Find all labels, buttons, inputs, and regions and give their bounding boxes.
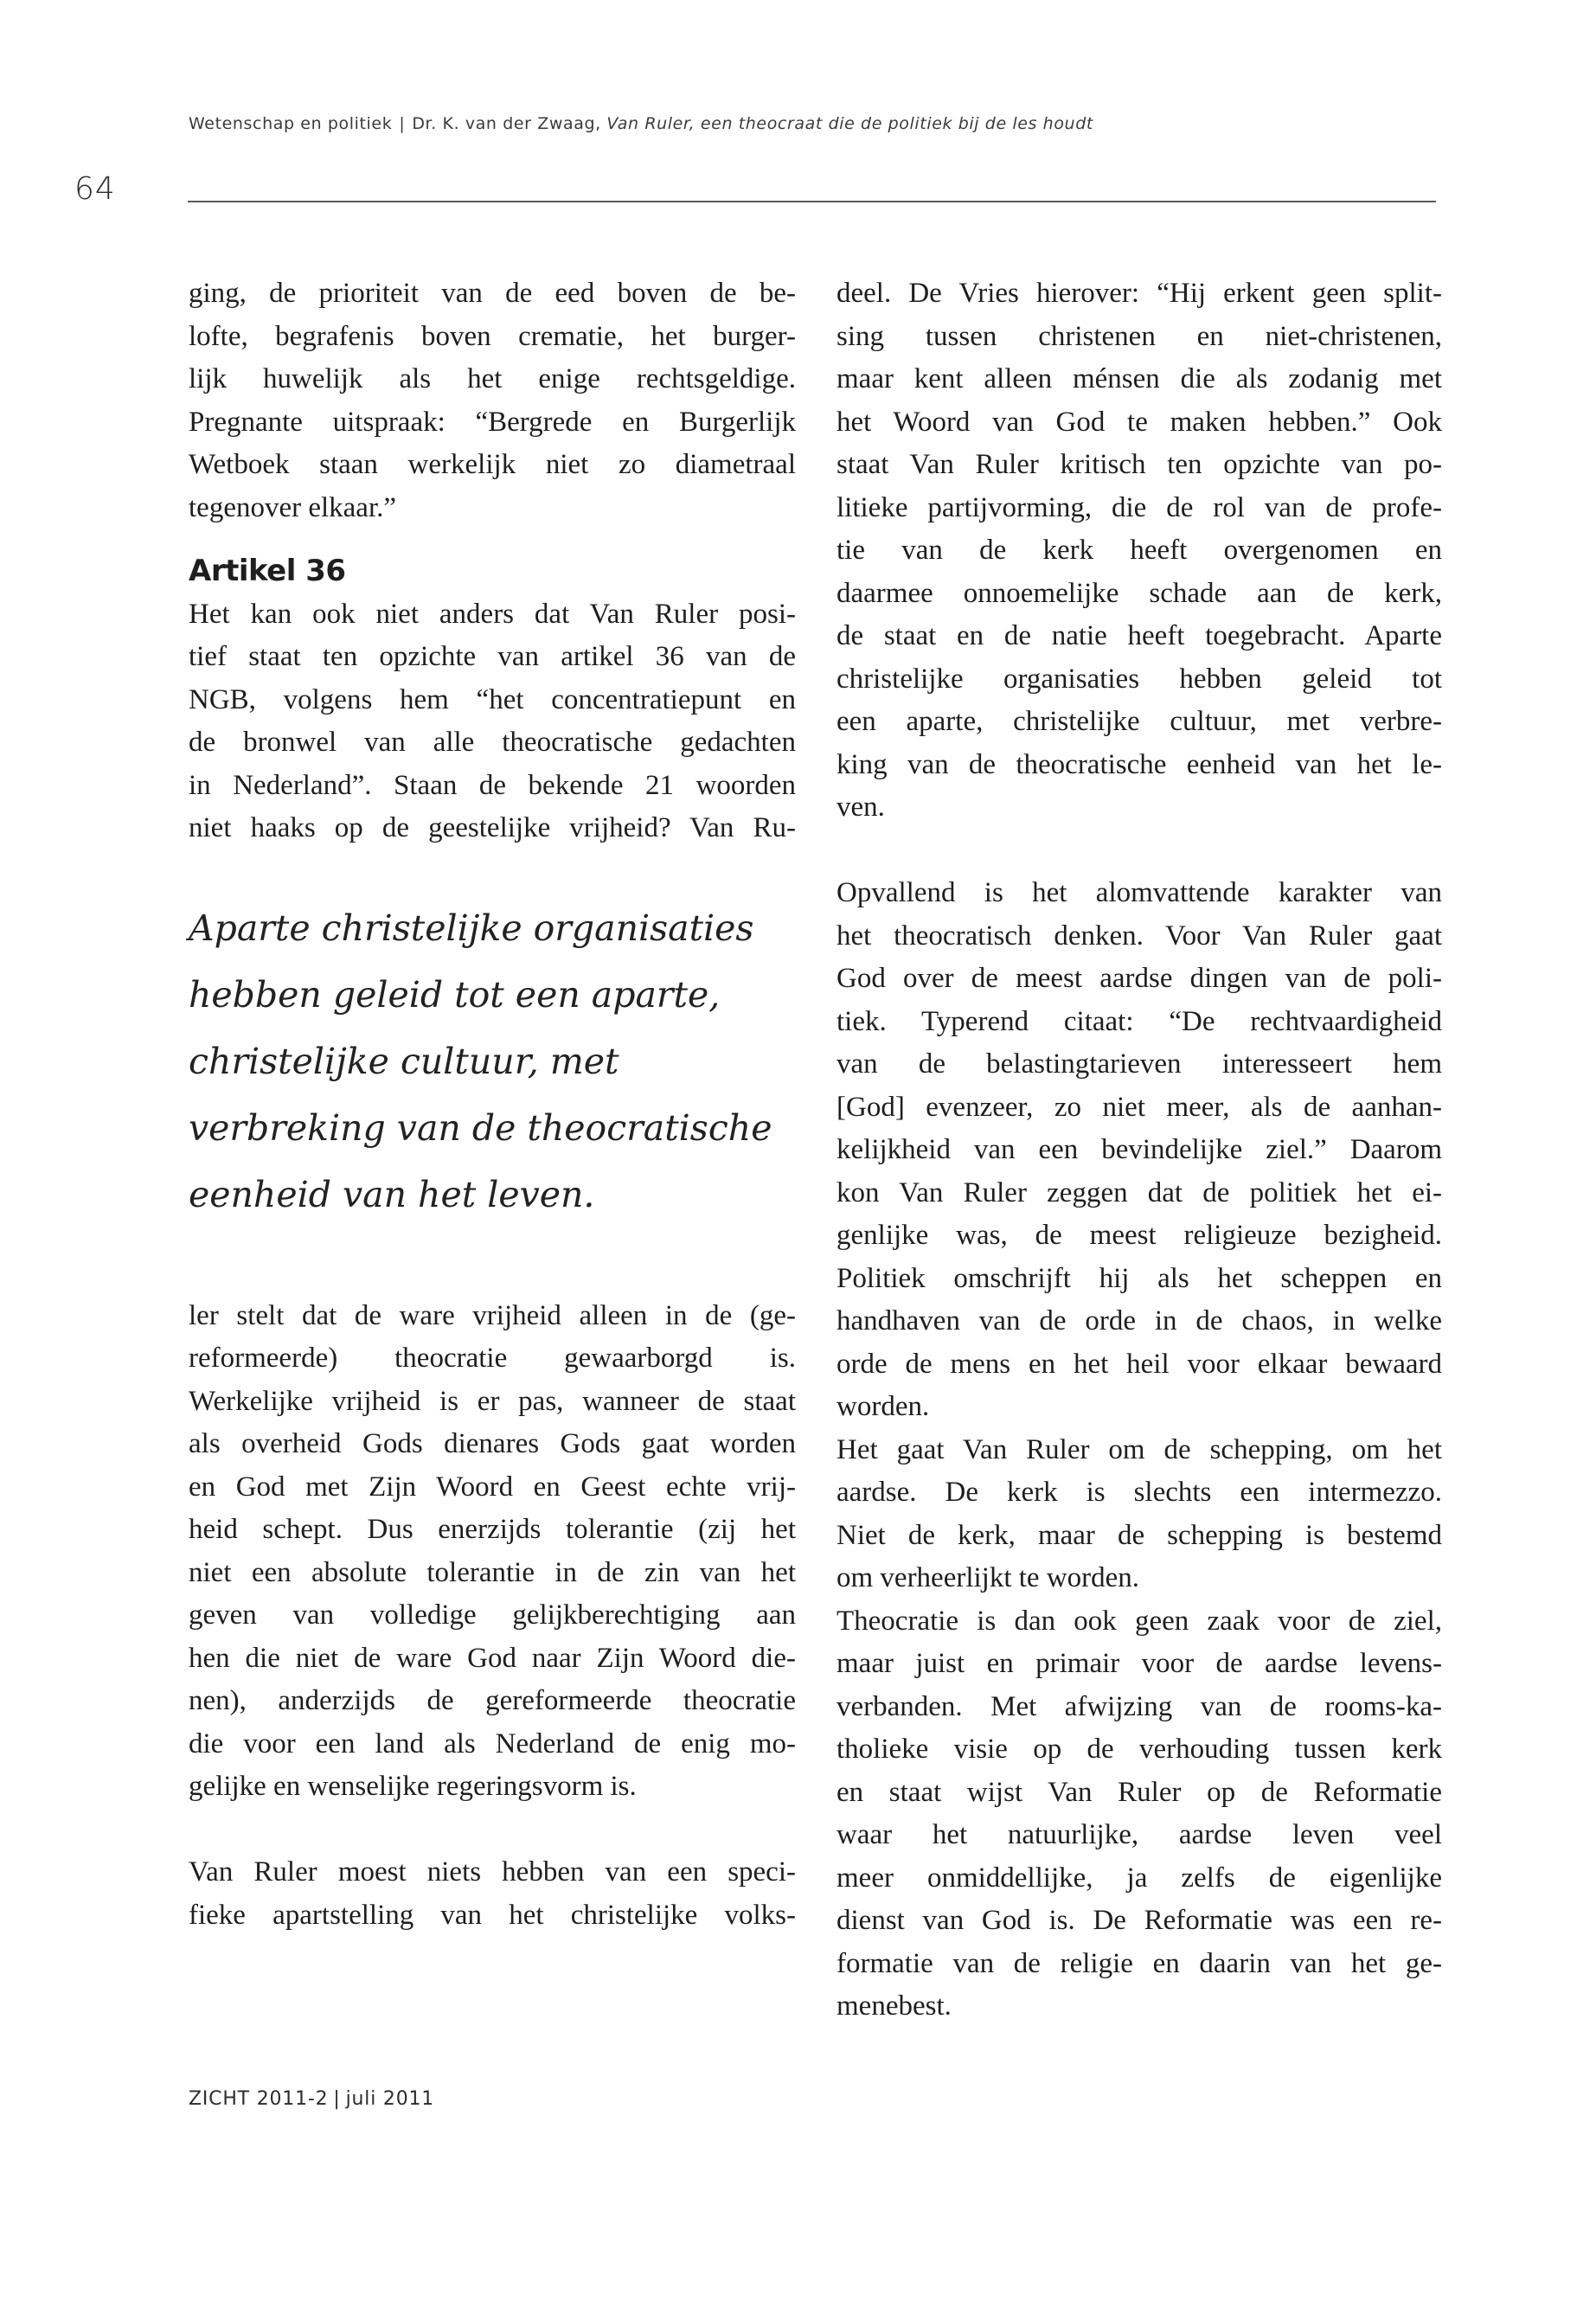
text-line: het Woord van God te maken hebben.” Ook bbox=[836, 406, 1442, 438]
text-line: Politiek omschrijft hij als het scheppen en bbox=[836, 1262, 1442, 1294]
text-line: en staat wijst Van Ruler op de Reformatie bbox=[836, 1776, 1442, 1808]
text-line: maar juist en primair voor de aardse levens- bbox=[836, 1648, 1442, 1679]
page-number: 64 bbox=[74, 171, 116, 207]
section-heading: Artikel 36 bbox=[189, 554, 346, 588]
text-line: de bronwel van alle theocratische gedachten bbox=[189, 727, 796, 758]
text-line: Het kan ook niet anders dat Van Ruler posi- bbox=[189, 598, 796, 630]
running-head-section: Wetenschap en politiek bbox=[189, 114, 393, 133]
text-line: en God met Zijn Woord en Geest echte vrij- bbox=[189, 1471, 796, 1503]
text-line: die voor een land als Nederland de enig mo- bbox=[189, 1727, 796, 1759]
paragraph-gap bbox=[836, 830, 1442, 873]
text-line: tief staat ten opzichte van artikel 36 van de bbox=[189, 641, 796, 672]
text-line: daarmee onnoemelijke schade aan de kerk, bbox=[836, 577, 1442, 609]
text-line: het theocratisch denken. Voor Van Ruler gaat bbox=[836, 920, 1442, 952]
running-head bbox=[189, 114, 1093, 133]
text-line: ler stelt dat de ware vrijheid alleen in de (ge- bbox=[189, 1299, 796, 1331]
text-line: aardse. De kerk is slechts een intermezzo. bbox=[836, 1477, 1442, 1508]
footer-journal: ZICHT 2011-2 bbox=[189, 2088, 329, 2110]
paragraph bbox=[189, 593, 796, 850]
text-line: Van Ruler moest niets hebben van een speci- bbox=[189, 1856, 796, 1888]
text-line: king van de theocratische eenheid van het le- bbox=[836, 748, 1442, 780]
text-line: God over de meest aardse dingen van de poli- bbox=[836, 963, 1442, 994]
text-line: genlijke was, de meest religieuze bezigheid. bbox=[836, 1220, 1442, 1251]
text-line: dienst van God is. De Reformatie was een re- bbox=[836, 1905, 1442, 1936]
text-line: sing tussen christenen en niet-christenen, bbox=[836, 320, 1442, 352]
pull-quote-line: hebben geleid tot een aparte, bbox=[189, 973, 721, 1016]
text-line: verbanden. Met afwijzing van de rooms-ka- bbox=[836, 1690, 1442, 1722]
text-line: gelijke en wenselijke regeringsvorm is. bbox=[189, 1771, 637, 1802]
text-line: een aparte, christelijke cultuur, met verbre- bbox=[836, 706, 1442, 737]
text-line: Theocratie is dan ook geen zaak voor de ziel, bbox=[836, 1605, 1442, 1637]
text-line: om verheerlijkt te worden. bbox=[836, 1562, 1140, 1593]
text-line: tholieke visie op de verhouding tussen kerk bbox=[836, 1734, 1442, 1765]
text-line: christelijke organisaties hebben geleid tot bbox=[836, 663, 1442, 695]
text-line: Pregnante uitspraak: “Bergrede en Burgerlijk bbox=[189, 406, 796, 438]
text-line: reformeerde) theocratie gewaarborgd is. bbox=[189, 1343, 796, 1374]
text-line: nen), anderzijds de gereformeerde theocratie bbox=[189, 1685, 796, 1716]
text-line: lijk huwelijk als het enige rechtsgeldige. bbox=[189, 363, 796, 394]
running-head-separator: | bbox=[399, 114, 406, 133]
paragraph bbox=[836, 1600, 1442, 2029]
text-line: formatie van de religie en daarin van het ge- bbox=[836, 1947, 1442, 1979]
footer-date: juli 2011 bbox=[345, 2088, 435, 2110]
pull-quote-line: Aparte christelijke organisaties bbox=[189, 907, 754, 949]
text-line: als overheid Gods dienares Gods gaat worden bbox=[189, 1428, 796, 1459]
text-line: meer onmiddellijke, ja zelfs de eigenlijke bbox=[836, 1862, 1442, 1894]
text-line: waar het natuurlijke, aardse leven veel bbox=[836, 1819, 1442, 1850]
paragraph bbox=[836, 1429, 1442, 1600]
text-line: niet een absolute tolerantie in de zin van het bbox=[189, 1556, 796, 1588]
header-rule bbox=[188, 201, 1436, 202]
text-line: hen die niet de ware God naar Zijn Woord die- bbox=[189, 1642, 796, 1674]
text-line: Werkelijke vrijheid is er pas, wanneer de staat bbox=[189, 1385, 796, 1417]
text-line: orde de mens en het heil voor elkaar bewaard bbox=[836, 1348, 1442, 1380]
text-line: kelijkheid van een bevindelijke ziel.” Daarom bbox=[836, 1134, 1442, 1165]
text-line: maar kent alleen ménsen die als zodanig met bbox=[836, 363, 1442, 394]
running-head-author: Dr. K. van der Zwaag, bbox=[412, 114, 601, 133]
text-line: van de belastingtarieven interesseert hem bbox=[836, 1048, 1442, 1080]
text-line: ven. bbox=[836, 792, 885, 823]
pull-quote-line: eenheid van het leven. bbox=[189, 1173, 595, 1215]
text-line: handhaven van de orde in de chaos, in welke bbox=[836, 1305, 1442, 1336]
text-line: niet haaks op de geestelijke vrijheid? Van Ru- bbox=[189, 812, 796, 843]
text-line: fieke apartstelling van het christelijke volks- bbox=[189, 1899, 796, 1931]
text-line: tiek. Typerend citaat: “De rechtvaardigheid bbox=[836, 1005, 1442, 1037]
text-line: deel. De Vries hierover: “Hij erkent geen split- bbox=[836, 278, 1442, 309]
text-line: in Nederland”. Staan de bekende 21 woorden bbox=[189, 769, 796, 801]
text-line: kon Van Ruler zeggen dat de politiek het ei- bbox=[836, 1176, 1442, 1208]
page-footer bbox=[189, 2088, 434, 2110]
text-line: tie van de kerk heeft overgenomen en bbox=[836, 535, 1442, 566]
text-line: [God] evenzeer, zo niet meer, als de aanhan- bbox=[836, 1091, 1442, 1123]
paragraph bbox=[189, 1295, 796, 1809]
text-line: ging, de prioriteit van de eed boven de be- bbox=[189, 278, 796, 309]
paragraph bbox=[836, 272, 1442, 830]
paragraph bbox=[189, 1851, 796, 1937]
text-line: tegenover elkaar.” bbox=[189, 491, 397, 523]
text-line: menebest. bbox=[836, 1990, 952, 2022]
text-line: Wetboek staan werkelijk niet zo diametraal bbox=[189, 449, 796, 480]
paragraph bbox=[189, 272, 796, 529]
pull-quote bbox=[189, 895, 796, 1228]
footer-separator: | bbox=[333, 2088, 341, 2110]
right-column bbox=[836, 272, 1442, 2029]
text-line: staat Van Ruler kritisch ten opzichte van po- bbox=[836, 449, 1442, 480]
text-line: Opvallend is het alomvattende karakter van bbox=[836, 877, 1442, 908]
text-line: heid schept. Dus enerzijds tolerantie (zij het bbox=[189, 1514, 796, 1545]
text-line: lofte, begrafenis boven crematie, het burger- bbox=[189, 320, 796, 352]
pull-quote-line: christelijke cultuur, met bbox=[189, 1040, 619, 1082]
text-line: Het gaat Van Ruler om de schepping, om het bbox=[836, 1433, 1442, 1465]
text-line: de staat en de natie heeft toegebracht. Aparte bbox=[836, 620, 1442, 651]
paragraph bbox=[836, 872, 1442, 1429]
running-head-article-title: Van Ruler, een theocraat die de politiek bij de les houdt bbox=[606, 114, 1093, 133]
pull-quote-line: verbreking van de theocratische bbox=[189, 1106, 772, 1149]
text-line: Niet de kerk, maar de schepping is bestemd bbox=[836, 1519, 1442, 1551]
text-line: litieke partijvorming, die de rol van de profe- bbox=[836, 491, 1442, 523]
text-line: worden. bbox=[836, 1391, 930, 1422]
text-line: geven van volledige gelijkberechtiging aan bbox=[189, 1599, 796, 1631]
text-line: NGB, volgens hem “het concentratiepunt en bbox=[189, 683, 796, 715]
paragraph-gap bbox=[189, 1809, 796, 1852]
left-column bbox=[189, 272, 796, 1937]
